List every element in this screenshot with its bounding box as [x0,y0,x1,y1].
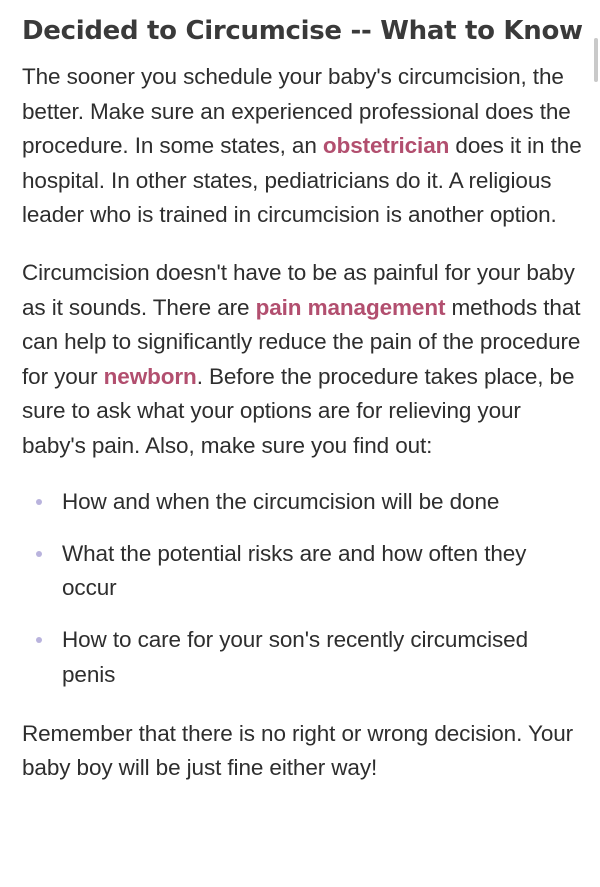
newborn-link[interactable]: newborn [103,363,197,389]
bullet-dot-icon [36,499,42,505]
pain-management-link[interactable]: pain management [255,294,446,320]
paragraph-text: does it in the hospital. In other states, pediatricians do it. A religious leader who is trained in circumcision is another option. [22,133,582,228]
list-item-text: What the potential risks are and how often they occur [62,540,527,601]
questions-list [22,485,582,693]
obstetrician-link[interactable]: obstetrician [322,133,450,159]
paragraph-schedule [22,60,582,233]
list-item-text: How and when the circumcision will be done [62,488,500,514]
list-item [22,537,582,606]
paragraph-pain [22,256,582,464]
list-item [22,623,582,692]
paragraph-text: The sooner you schedule your baby's circumcision, the better. Make sure an experienced professional does the procedure. In some states, an [22,64,571,159]
bullet-dot-icon [36,637,42,643]
paragraph-text: Circumcision doesn't have to be as painful for your baby as it sounds. There are [22,259,575,320]
paragraph-text: . Before the procedure takes place, be sure to ask what your options are for relieving your baby's pain. Also, make sure you find out: [22,363,575,458]
list-item-text: How to care for your son's recently circumcised penis [62,627,529,687]
paragraph-conclusion: Remember that there is no right or wrong decision. Your baby boy will be just fine either way! [22,720,574,781]
paragraph-text: methods that can help to significantly reduce the pain of the procedure for your [22,294,581,389]
bullet-dot-icon [36,551,42,557]
article [22,12,582,786]
scrollbar[interactable] [594,38,598,82]
list-item [22,485,582,520]
section-heading: Decided to Circumcise -- What to Know [22,16,583,46]
